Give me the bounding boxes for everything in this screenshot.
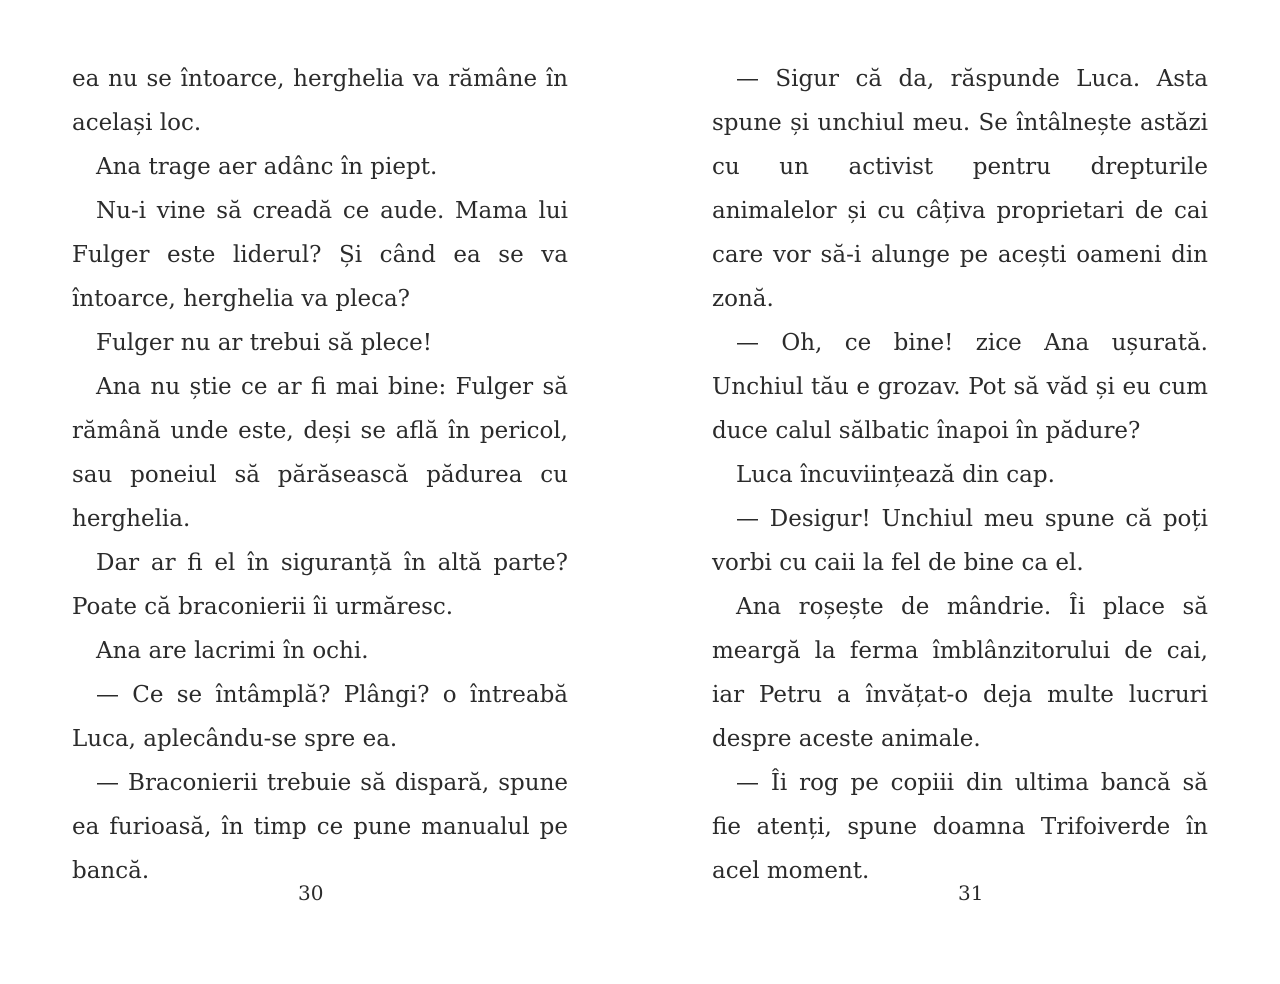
paragraph: — Oh, ce bine! zice Ana ușurată. Unchiul tău e grozav. Pot să văd și eu cum duce calul sălbatic înapoi în pădure? bbox=[712, 330, 1208, 444]
paragraph: Ana trage aer adânc în piept. bbox=[96, 154, 438, 180]
paragraph: — Sigur că da, răspunde Luca. Asta spune și unchiul meu. Se întâlnește astăzi cu un activist pentru drepturile animalelor și cu câțiva proprietari de cai care vor să-i alunge pe acești oameni din zonă. bbox=[712, 66, 1208, 312]
paragraph: Nu-i vine să creadă ce aude. Mama lui Fulger este liderul? Și când ea se va întoarce, herghelia va pleca? bbox=[72, 198, 568, 312]
paragraph: Fulger nu ar trebui să plece! bbox=[96, 330, 433, 356]
page-number-right: 31 bbox=[958, 881, 984, 905]
page-number-left: 30 bbox=[298, 881, 324, 905]
paragraph: — Îi rog pe copiii din ultima bancă să fie atenți, spune doamna Trifoiverde în acel moment. bbox=[712, 770, 1208, 884]
paragraph: Ana nu știe ce ar fi mai bine: Fulger să rămână unde este, deși se află în pericol, sau poneiul să părăsească pădurea cu herghelia. bbox=[72, 374, 568, 532]
paragraph: Dar ar fi el în siguranță în altă parte? Poate că braconierii îi urmăresc. bbox=[72, 550, 568, 620]
paragraph: Ana are lacrimi în ochi. bbox=[96, 638, 369, 664]
paragraph: ea nu se întoarce, herghelia va rămâne în același loc. bbox=[72, 66, 568, 136]
paragraph: Luca încuviințează din cap. bbox=[736, 462, 1055, 488]
paragraph: — Ce se întâmplă? Plângi? o întreabă Luca, aplecându-se spre ea. bbox=[72, 682, 568, 752]
right-page bbox=[712, 57, 1208, 893]
paragraph: — Desigur! Unchiul meu spune că poți vorbi cu caii la fel de bine ca el. bbox=[712, 506, 1208, 576]
left-page bbox=[72, 57, 568, 893]
paragraph: — Braconierii trebuie să dispară, spune ea furioasă, în timp ce pune manualul pe bancă. bbox=[72, 770, 568, 884]
paragraph: Ana roșește de mândrie. Îi place să meargă la ferma îmblânzitorului de cai, iar Petru a învățat-o deja multe lucruri despre aceste animale. bbox=[712, 594, 1208, 752]
